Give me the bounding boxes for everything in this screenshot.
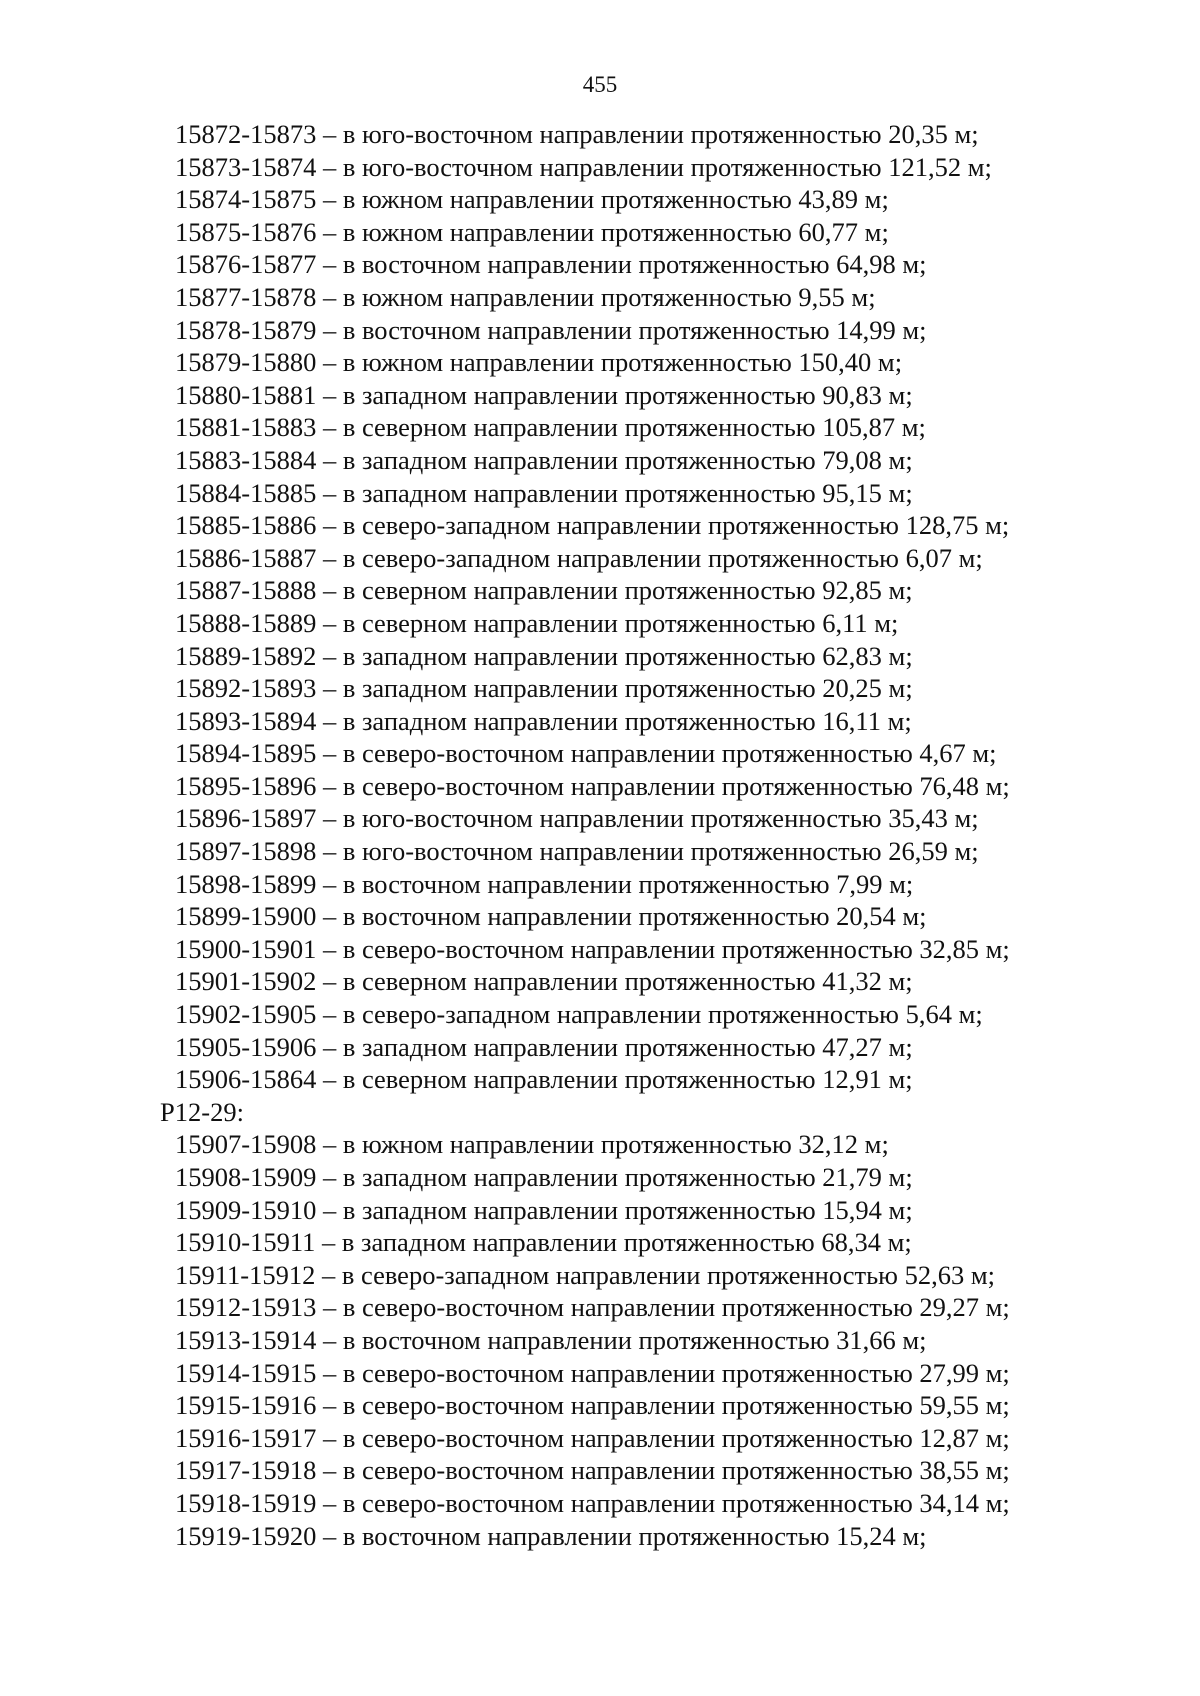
text-line: 15907-15908 – в южном направлении протяженностью 32,12 м; [175,1129,889,1160]
text-line: 15917-15918 – в северо-восточном направлении протяженностью 38,55 м; [175,1455,1010,1486]
text-line: 15912-15913 – в северо-восточном направлении протяженностью 29,27 м; [175,1292,1010,1323]
text-line: 15915-15916 – в северо-восточном направлении протяженностью 59,55 м; [175,1390,1010,1421]
text-line: 15874-15875 – в южном направлении протяженностью 43,89 м; [175,184,889,215]
text-line: 15876-15877 – в восточном направлении протяженностью 64,98 м; [175,249,927,280]
text-line: 15895-15896 – в северо-восточном направлении протяженностью 76,48 м; [175,770,1010,801]
text-line: 15887-15888 – в северном направлении протяженностью 92,85 м; [175,575,913,606]
text-line: 15894-15895 – в северо-восточном направлении протяженностью 4,67 м; [175,738,997,769]
text-line: 15916-15917 – в северо-восточном направлении протяженностью 12,87 м; [175,1422,1010,1453]
text-line: 15889-15892 – в западном направлении протяженностью 62,83 м; [175,640,913,671]
text-line: 15918-15919 – в северо-восточном направлении протяженностью 34,14 м; [175,1487,1010,1518]
text-line: 15879-15880 – в южном направлении протяженностью 150,40 м; [175,347,903,378]
text-line: 15900-15901 – в северо-восточном направлении протяженностью 32,85 м; [175,933,1010,964]
text-line: 15898-15899 – в восточном направлении протяженностью 7,99 м; [175,868,914,899]
text-line: 15910-15911 – в западном направлении протяженностью 68,34 м; [175,1227,912,1258]
text-line: 15919-15920 – в восточном направлении протяженностью 15,24 м; [175,1520,927,1551]
text-line: 15886-15887 – в северо-западном направлении протяженностью 6,07 м; [175,542,983,573]
text-line: 15888-15889 – в северном направлении протяженностью 6,11 м; [175,607,899,638]
text-line: 15899-15900 – в восточном направлении протяженностью 20,54 м; [175,901,927,932]
text-line: 15884-15885 – в западном направлении протяженностью 95,15 м; [175,477,913,508]
text-line: 15914-15915 – в северо-восточном направлении протяженностью 27,99 м; [175,1357,1010,1388]
text-line: 15875-15876 – в южном направлении протяженностью 60,77 м; [175,216,889,247]
text-line: 15873-15874 – в юго-восточном направлении протяженностью 121,52 м; [175,151,992,182]
text-line: 15892-15893 – в западном направлении протяженностью 20,25 м; [175,673,913,704]
text-line: 15885-15886 – в северо-западном направлении протяженностью 128,75 м; [175,510,1010,541]
text-line: 15902-15905 – в северо-западном направлении протяженностью 5,64 м; [175,999,983,1030]
text-line: 15906-15864 – в северном направлении протяженностью 12,91 м; [175,1064,913,1095]
text-line: 15877-15878 – в южном направлении протяженностью 9,55 м; [175,281,876,312]
text-line: 15880-15881 – в западном направлении протяженностью 90,83 м; [175,379,913,410]
text-line: 15905-15906 – в западном направлении протяженностью 47,27 м; [175,1031,913,1062]
text-line: 15896-15897 – в юго-восточном направлении протяженностью 35,43 м; [175,803,979,834]
page-number: 455 [582,72,618,97]
text-line: 15909-15910 – в западном направлении протяженностью 15,94 м; [175,1194,913,1225]
text-line: 15881-15883 – в северном направлении протяженностью 105,87 м; [175,412,926,443]
text-line: 15897-15898 – в юго-восточном направлении протяженностью 26,59 м; [175,836,979,867]
text-line: 15908-15909 – в западном направлении протяженностью 21,79 м; [175,1162,913,1192]
text-line: 15901-15902 – в северном направлении протяженностью 41,32 м; [175,966,913,997]
text-line: 15878-15879 – в восточном направлении протяженностью 14,99 м; [175,314,927,345]
document-body [0,118,1200,1552]
text-line: 15893-15894 – в западном направлении протяженностью 16,11 м; [175,705,912,736]
text-line: 15883-15884 – в западном направлении протяженностью 79,08 м; [175,444,913,475]
text-line: 15913-15914 – в восточном направлении протяженностью 31,66 м; [175,1324,927,1355]
section-heading: Р12-29: [160,1096,244,1127]
text-line: 15872-15873 – в юго-восточном направлении протяженностью 20,35 м; [175,119,979,149]
text-line: 15911-15912 – в северо-западном направлении протяженностью 52,63 м; [175,1259,995,1290]
